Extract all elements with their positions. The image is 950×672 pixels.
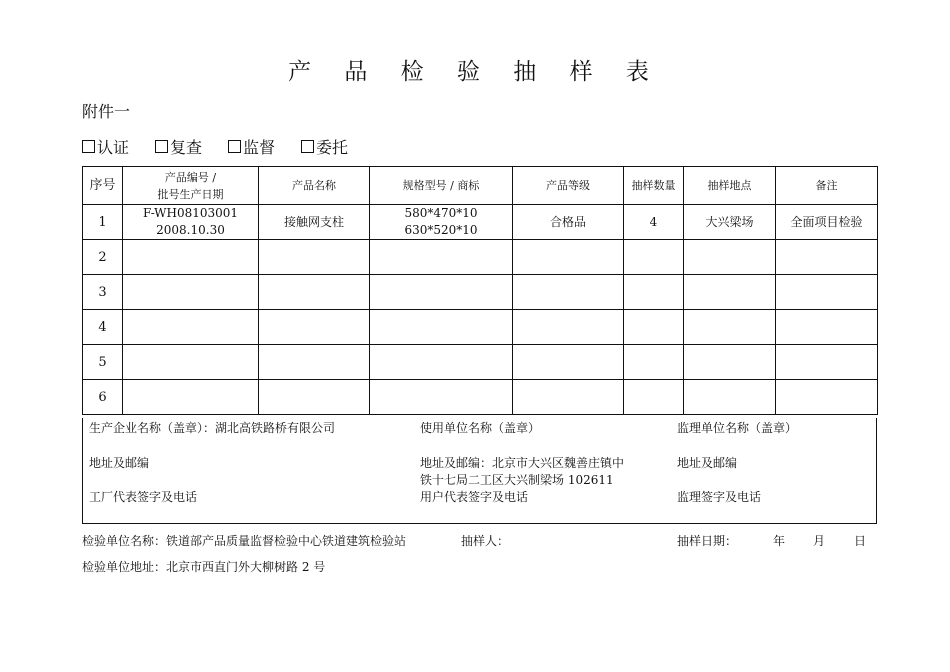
user-address-line1[interactable]: 地址及邮编：北京市大兴区魏善庄镇中 — [420, 456, 625, 470]
date-day: 日 — [854, 534, 867, 548]
cell-code[interactable] — [123, 205, 259, 240]
checkbox-recheck[interactable] — [155, 135, 202, 158]
cell-spec[interactable] — [370, 205, 513, 240]
cell-name[interactable] — [259, 240, 370, 275]
cell-place[interactable] — [684, 275, 776, 310]
cell-code[interactable] — [123, 380, 259, 415]
cell-place[interactable] — [684, 240, 776, 275]
cell-remark[interactable]: 全面项目检验 — [776, 205, 878, 240]
cell-spec[interactable] — [370, 240, 513, 275]
cell-place[interactable] — [684, 345, 776, 380]
checkbox-label: 监督 — [243, 138, 276, 157]
checkbox-square-icon[interactable] — [301, 140, 314, 153]
cell-qty[interactable] — [624, 310, 684, 345]
col-header-remark: 备注 — [776, 167, 878, 205]
sample-date-label[interactable]: 抽样日期： — [677, 534, 738, 548]
cell-grade[interactable] — [513, 275, 624, 310]
table-header-row — [83, 167, 878, 205]
cell-code-line2: 2008.10.30 — [156, 223, 225, 237]
inspector-unit: 检验单位名称：铁道部产品质量监督检验中心铁道建筑检验站 — [82, 534, 407, 548]
cell-no: 1 — [83, 205, 123, 240]
cell-remark[interactable] — [776, 275, 878, 310]
table-row — [83, 205, 878, 240]
sampling-table — [82, 166, 878, 415]
date-year: 年 — [773, 534, 786, 548]
date-month: 月 — [813, 534, 826, 548]
checkbox-square-icon[interactable] — [228, 140, 241, 153]
checkbox-supervision[interactable] — [228, 135, 275, 158]
col-header-code-line2: 批号生产日期 — [157, 187, 224, 201]
cell-name[interactable] — [259, 380, 370, 415]
check-options — [82, 135, 374, 158]
user-rep[interactable]: 用户代表签字及电话 — [420, 490, 529, 504]
table-row — [83, 310, 878, 345]
checkbox-label: 认证 — [97, 138, 130, 157]
cell-code[interactable] — [123, 345, 259, 380]
cell-qty[interactable] — [624, 380, 684, 415]
parties-section — [82, 418, 877, 524]
table-row — [83, 380, 878, 415]
cell-spec[interactable] — [370, 310, 513, 345]
col-header-code-line1: 产品编号 / — [164, 170, 217, 184]
cell-place[interactable]: 大兴梁场 — [684, 205, 776, 240]
cell-no: 4 — [83, 310, 123, 345]
col-header-name: 产品名称 — [259, 167, 370, 205]
cell-qty[interactable] — [624, 240, 684, 275]
producer-rep[interactable]: 工厂代表签字及电话 — [89, 490, 198, 504]
inspector-address: 检验单位地址：北京市西直门外大柳树路 2 号 — [82, 560, 326, 574]
cell-name[interactable]: 接触网支柱 — [259, 205, 370, 240]
col-header-code — [123, 167, 259, 205]
cell-place[interactable] — [684, 380, 776, 415]
cell-grade[interactable] — [513, 380, 624, 415]
cell-spec-line1: 580*470*10 — [404, 206, 478, 220]
cell-remark[interactable] — [776, 345, 878, 380]
table-row — [83, 345, 878, 380]
supervisor-name[interactable]: 监理单位名称（盖章） — [677, 421, 798, 435]
cell-remark[interactable] — [776, 380, 878, 415]
supervisor-rep[interactable]: 监理签字及电话 — [677, 490, 762, 504]
cell-code[interactable] — [123, 275, 259, 310]
cell-spec-line2: 630*520*10 — [404, 223, 478, 237]
cell-name[interactable] — [259, 310, 370, 345]
cell-code-line1: F-WH08103001 — [142, 206, 239, 220]
checkbox-certification[interactable] — [82, 135, 129, 158]
cell-grade[interactable] — [513, 310, 624, 345]
cell-remark[interactable] — [776, 310, 878, 345]
cell-qty[interactable] — [624, 345, 684, 380]
checkbox-square-icon[interactable] — [82, 140, 95, 153]
cell-code[interactable] — [123, 240, 259, 275]
user-name[interactable]: 使用单位名称（盖章） — [420, 421, 541, 435]
table-row — [83, 240, 878, 275]
col-header-no: 序号 — [83, 167, 123, 205]
col-header-spec: 规格型号 / 商标 — [370, 167, 513, 205]
checkbox-label: 复查 — [170, 138, 203, 157]
supervisor-address[interactable]: 地址及邮编 — [677, 456, 738, 470]
cell-grade[interactable] — [513, 345, 624, 380]
cell-no: 6 — [83, 380, 123, 415]
checkbox-entrust[interactable] — [301, 135, 348, 158]
sampler-label[interactable]: 抽样人： — [461, 534, 510, 548]
cell-spec[interactable] — [370, 345, 513, 380]
cell-place[interactable] — [684, 310, 776, 345]
cell-grade[interactable]: 合格品 — [513, 205, 624, 240]
attachment-label: 附件一 — [82, 102, 131, 121]
cell-no: 2 — [83, 240, 123, 275]
cell-qty[interactable]: 4 — [624, 205, 684, 240]
cell-remark[interactable] — [776, 240, 878, 275]
checkbox-square-icon[interactable] — [155, 140, 168, 153]
cell-name[interactable] — [259, 275, 370, 310]
checkbox-label: 委托 — [316, 138, 349, 157]
table-row — [83, 275, 878, 310]
cell-no: 5 — [83, 345, 123, 380]
producer-address[interactable]: 地址及邮编 — [89, 456, 150, 470]
col-header-qty: 抽样数量 — [624, 167, 684, 205]
producer-name[interactable]: 生产企业名称（盖章）：湖北高铁路桥有限公司 — [89, 421, 336, 435]
cell-grade[interactable] — [513, 240, 624, 275]
col-header-place: 抽样地点 — [684, 167, 776, 205]
cell-name[interactable] — [259, 345, 370, 380]
cell-spec[interactable] — [370, 275, 513, 310]
cell-code[interactable] — [123, 310, 259, 345]
cell-no: 3 — [83, 275, 123, 310]
user-address-line2[interactable]: 铁十七局二工区大兴制梁场 102611 — [420, 473, 614, 487]
cell-qty[interactable] — [624, 275, 684, 310]
cell-spec[interactable] — [370, 380, 513, 415]
page-title: 产 品 检 验 抽 样 表 — [288, 59, 662, 85]
col-header-grade: 产品等级 — [513, 167, 624, 205]
